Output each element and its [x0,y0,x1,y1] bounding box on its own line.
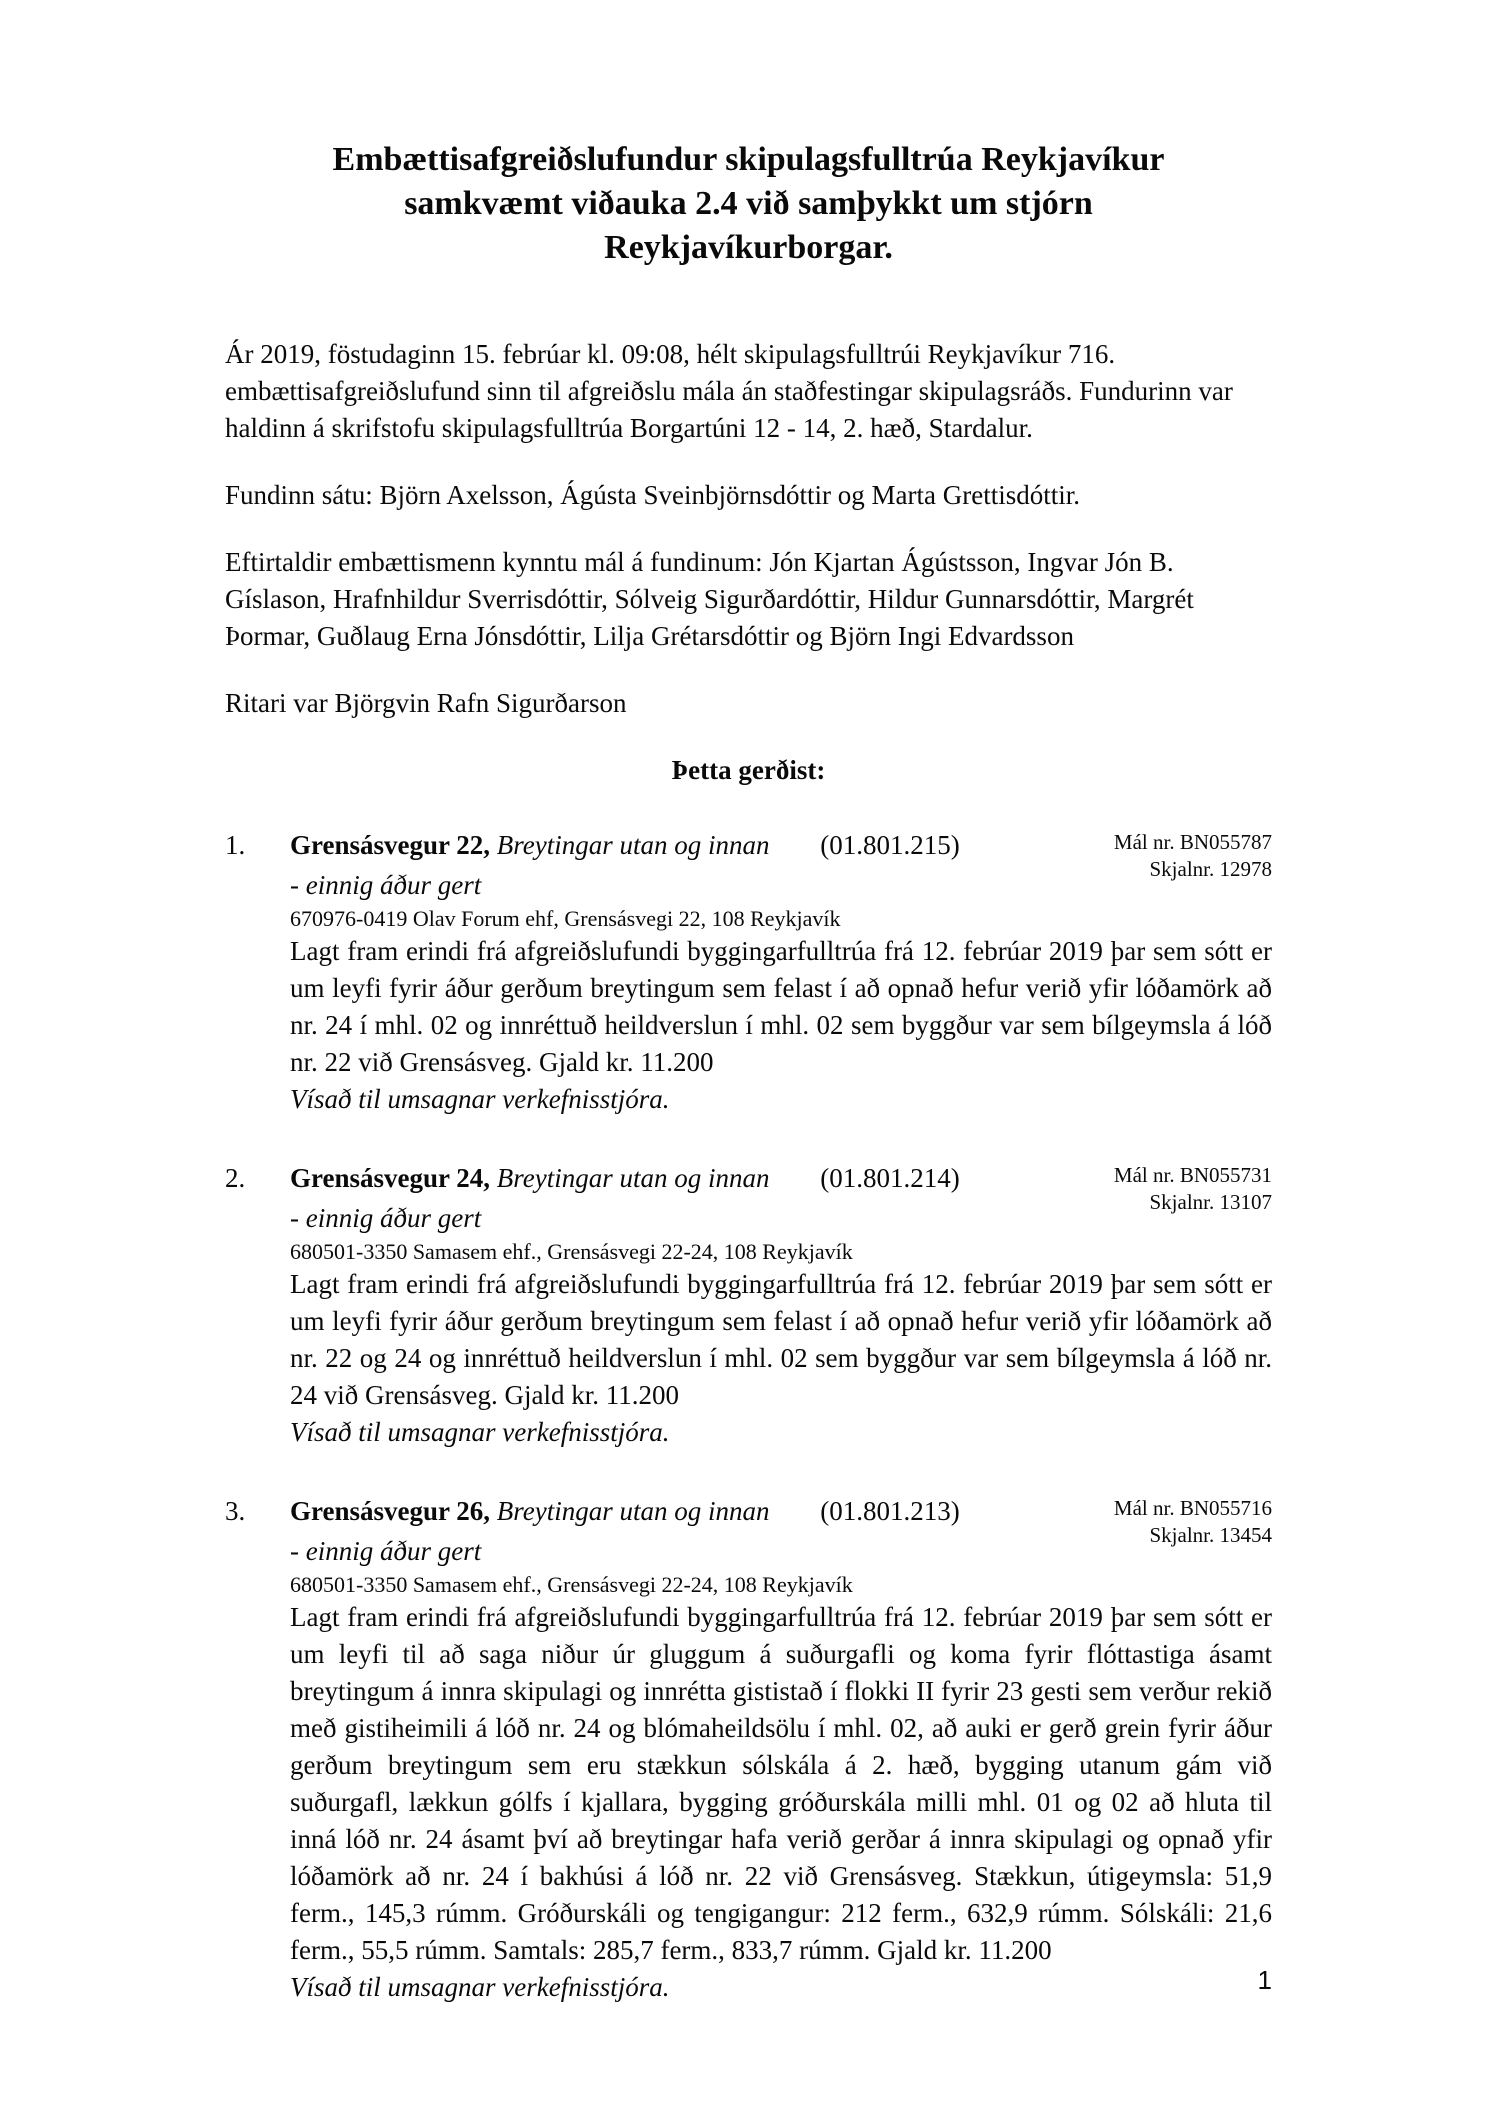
item-applicant: 670976-0419 Olav Forum ehf, Grensásvegi 22, 108 Reykjavík [290,906,841,931]
case-number: Mál nr. BN055731 [1113,1163,1272,1187]
item-subject: Breytingar utan og innan [496,830,770,860]
item-subject: Breytingar utan og innan [496,1496,770,1526]
item-applicant: 680501-3350 Samasem ehf., Grensásvegi 22-24, 108 Reykjavík [290,1239,853,1264]
item-body: Lagt fram erindi frá afgreiðslufundi byggingarfulltrúa frá 12. febrúar 2019 þar sem sótt er um leyfi fyrir áður gerðum breytingum sem felast í að opnað hefur verið yfir lóðamörk að nr. 24 í mhl. 02 og innréttuð heildverslun í mhl. 02 sem byggður var sem bílgeymsla á lóð nr. 22 við Grensásveg. Gjald kr. 11.200 [290,936,1272,1077]
document-title-line-1: Embættisafgreiðslufundur skipulagsfulltrúa Reykjavíkur [332,141,1165,178]
item-address: Grensásvegur 22, [290,830,491,860]
page-number: 1 [1257,1965,1272,1995]
secretary-paragraph: Ritari var Björgvin Rafn Sigurðarson [225,688,627,718]
item-resolution: Vísað til umsagnar verkefnisstjóra. [290,1417,670,1447]
item-subtitle: - einnig áður gert [290,1203,482,1233]
document-content [225,138,1272,2046]
agenda-item-3-content [290,1491,1272,2006]
item-subtitle: - einnig áður gert [290,870,482,900]
agenda-item-3 [225,1491,1272,2006]
case-number: Mál nr. BN055787 [1113,830,1272,854]
item-code: (01.801.214) [820,1163,960,1193]
agenda-item-2 [225,1158,1272,1451]
case-number: Mál nr. BN055716 [1113,1496,1272,1520]
agenda-item-2-references [1114,1162,1272,1216]
document-title [225,138,1272,270]
document-number: Skjalnr. 13107 [1149,1190,1272,1214]
item-address: Grensásvegur 24, [290,1163,491,1193]
item-subject: Breytingar utan og innan [496,1163,770,1193]
item-applicant: 680501-3350 Samasem ehf., Grensásvegi 22-24, 108 Reykjavík [290,1572,853,1597]
item-body: Lagt fram erindi frá afgreiðslufundi byggingarfulltrúa frá 12. febrúar 2019 þar sem sótt er um leyfi fyrir áður gerðum breytingum sem felast í að opnað hefur verið yfir lóðamörk að nr. 22 og 24 og innréttuð heildverslun í mhl. 02 sem byggður var sem bílgeymsla á lóð nr. 24 við Grensásveg. Gjald kr. 11.200 [290,1269,1272,1410]
agenda-item-1-references [1114,829,1272,883]
item-resolution: Vísað til umsagnar verkefnisstjóra. [290,1972,670,2002]
attendees-paragraph: Fundinn sátu: Björn Axelsson, Ágústa Sveinbjörnsdóttir og Marta Grettisdóttir. [225,480,1080,510]
item-body: Lagt fram erindi frá afgreiðslufundi byggingarfulltrúa frá 12. febrúar 2019 þar sem sótt er um leyfi til að saga niður úr gluggum á suðurgafli og koma fyrir flóttastiga ásamt breytingum á innra skipulagi og innrétta gististað í flokki II fyrir 23 gesti sem verður rekið með gistiheimili á lóð nr. 24 og blómaheildsölu í mhl. 02, að auki er gerð grein fyrir áður gerðum breytingum sem eru stækkun sólskála á 2. hæð, bygging utanum gám við suðurgafl, lækkun gólfs í kjallara, bygging gróðurskála milli mhl. 01 og 02 að hluta til inná lóð nr. 24 ásamt því að breytingar hafa verið gerðar á innra skipulagi og opnað yfir lóðamörk að nr. 24 í bakhúsi á lóð nr. 22 við Grensásveg. Stækkun, útigeymsla: 51,9 ferm., 145,3 rúmm. Gróðurskáli og tengigangur: 212 ferm., 632,9 rúmm. Sólskáli: 21,6 ferm., 55,5 rúmm. Samtals: 285,7 ferm., 833,7 rúmm. Gjald kr. 11.200 [290,1602,1272,1965]
officials-paragraph: Eftirtaldir embættismenn kynntu mál á fundinum: Jón Kjartan Ágústsson, Ingvar Jón B. Gíslason, Hrafnhildur Sverrisdóttir, Sólveig Sigurðardóttir, Hildur Gunnarsdóttir, Margrét Þormar, Guðlaug Erna Jónsdóttir, Lilja Grétarsdóttir og Björn Ingi Edvardsson [225,547,1194,651]
agenda-item-3-references [1114,1495,1272,1549]
item-code: (01.801.215) [820,830,960,860]
section-heading: Þetta gerðist: [671,755,826,785]
item-number: 1. [225,830,246,860]
item-resolution: Vísað til umsagnar verkefnisstjóra. [290,1084,670,1114]
item-code: (01.801.213) [820,1496,960,1526]
document-number: Skjalnr. 13454 [1149,1523,1272,1547]
item-number: 3. [225,1496,246,1526]
intro-paragraph: Ár 2019, föstudaginn 15. febrúar kl. 09:08, hélt skipulagsfulltrúi Reykjavíkur 716. embættisafgreiðslufund sinn til afgreiðslu mála án staðfestingar skipulagsráðs. Fundurinn var haldinn á skrifstofu skipulagsfulltrúa Borgartúni 12 - 14, 2. hæð, Stardalur. [225,339,1233,443]
item-subtitle: - einnig áður gert [290,1536,482,1566]
agenda-item-1 [225,825,1272,1118]
document-title-line-2: samkvæmt viðauka 2.4 við samþykkt um stjórn [404,185,1093,222]
document-title-line-3: Reykjavíkurborgar. [604,229,893,266]
document-number: Skjalnr. 12978 [1149,857,1272,881]
item-number: 2. [225,1163,246,1193]
item-address: Grensásvegur 26, [290,1496,491,1526]
